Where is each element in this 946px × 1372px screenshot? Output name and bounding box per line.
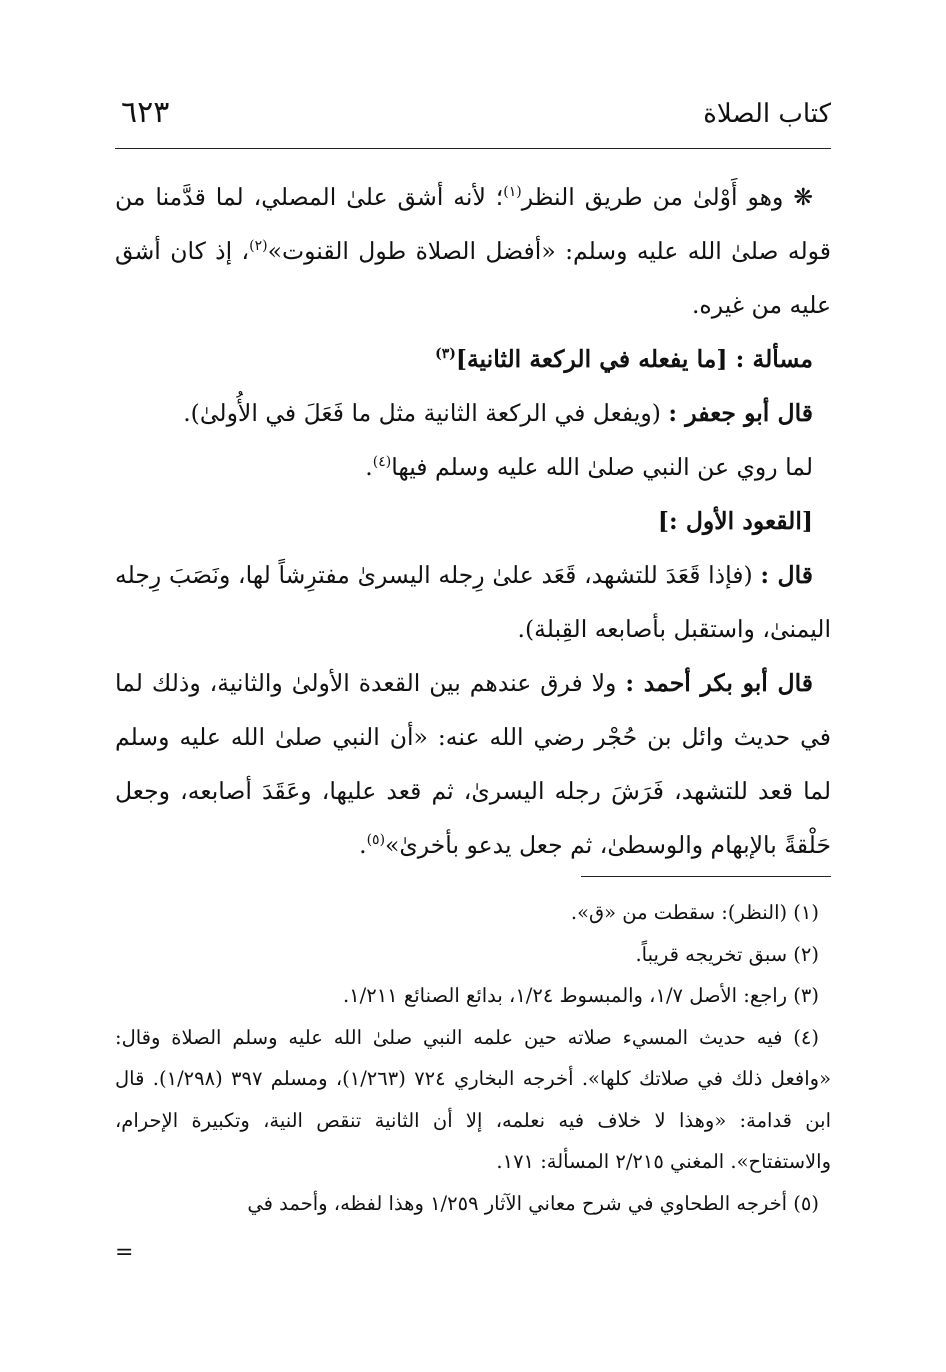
- paragraph-1: [115, 170, 831, 332]
- footnote-separator: [581, 876, 831, 877]
- header-rule: [115, 148, 831, 149]
- footnote-ref-4: (٤): [372, 454, 392, 471]
- footnote-1: (١) (النظر): سقطت من «ق».: [570, 901, 819, 924]
- paragraph-3-text: (ويفعل في الركعة الثانية مثل ما فَعَلَ في الأُولىٰ).: [183, 399, 661, 427]
- continuation-mark: =: [115, 1240, 134, 1265]
- issue-label: مسألة :: [735, 345, 813, 373]
- issue-title: [ما يفعله في الركعة الثانية]: [455, 345, 728, 373]
- issue-heading: [115, 332, 831, 386]
- speaker-abu-bakr: قال أبو بكر أحمد :: [625, 669, 813, 697]
- page-number: ٦٢٣: [121, 95, 170, 130]
- footnotes: [115, 892, 831, 1224]
- paragraph-6-text: (فإذا قَعَدَ للتشهد، قَعَد علىٰ رِجله اليسرىٰ مفترِشاً لها، ونَصَبَ رِجله اليمنىٰ، واستقبل بأصابعه القِبلة).: [115, 561, 831, 643]
- running-title: كتاب الصلاة: [703, 99, 831, 129]
- paragraph-1-text-b: ؛ لأنه أشق علىٰ المصلي، لما قدَّمنا من قوله صلىٰ الله عليه وسلم: «أفضل الصلاة طول القنوت»: [115, 183, 831, 265]
- footnote-4: (٤) فيه حديث المسيء صلاته حين علمه النبي صلىٰ الله عليه وسلم الصلاة وقال: «وافعل ذلك في صلاتك كلها». أخرجه البخاري ٧٢٤ (١/٢٦٣)، ومسلم ٣٩٧ (١/٢٩٨). قال ابن قدامة: «وهذا لا خلاف فيه نعلمه، إلا أن الثانية تنقص النية، وتكبيرة الإحرام، والاستفتاح». المغني ٢/٢١٥ المسألة: ١٧١.: [115, 1025, 831, 1173]
- footnote-ref-5: (٥): [366, 832, 386, 849]
- paragraph-1-text-a: ❋ وهو أَوْلىٰ من طريق النظر: [521, 183, 814, 211]
- paragraph-4-end: .: [365, 453, 373, 481]
- footnote-5: (٥) أخرجه الطحاوي في شرح معاني الآثار ١/٢٥٩ وهذا لفظه، وأحمد في: [247, 1191, 819, 1215]
- footnote-ref-2: (٢): [249, 238, 268, 255]
- footnote-ref-1: (١): [503, 184, 522, 201]
- section-heading-first-sitting: [القعود الأول :]: [657, 507, 813, 535]
- paragraph-6: [115, 548, 831, 656]
- speaker-abu-jafar: قال أبو جعفر :: [668, 399, 813, 427]
- footnote-3: (٣) راجع: الأصل ١/٧، والمبسوط ١/٢٤، بدائع الصنائع ١/٢١١.: [342, 984, 819, 1007]
- paragraph-7: [115, 656, 831, 872]
- paragraph-7-end: .: [359, 831, 367, 859]
- paragraph-4-text: لما روي عن النبي صلىٰ الله عليه وسلم فيها: [391, 453, 813, 481]
- main-text: [115, 170, 831, 872]
- speaker-qal: قال :: [760, 561, 813, 589]
- page-header: [115, 95, 831, 143]
- paragraph-4: [115, 440, 831, 494]
- footnote-2: (٢) سبق تخريجه قريباً.: [635, 942, 819, 966]
- paragraph-7-text: ولا فرق عندهم بين القعدة الأولىٰ والثانية، وذلك لما في حديث وائل بن حُجْر رضي الله عنه: «أن النبي صلىٰ الله عليه وسلم لما قعد للتشهد، فَرَشَ رجله اليسرىٰ، ثم قعد عليها، وعَقَدَ أصابعه، وجعل حَلْقةً بالإبهام والوسطىٰ، ثم جعل يدعو بأخرىٰ»: [115, 669, 831, 859]
- paragraph-3: [115, 386, 831, 440]
- paragraph-1-text-c: ، إذ كان أشق عليه من غيره.: [115, 237, 831, 319]
- footnote-ref-3: (٣): [435, 346, 456, 363]
